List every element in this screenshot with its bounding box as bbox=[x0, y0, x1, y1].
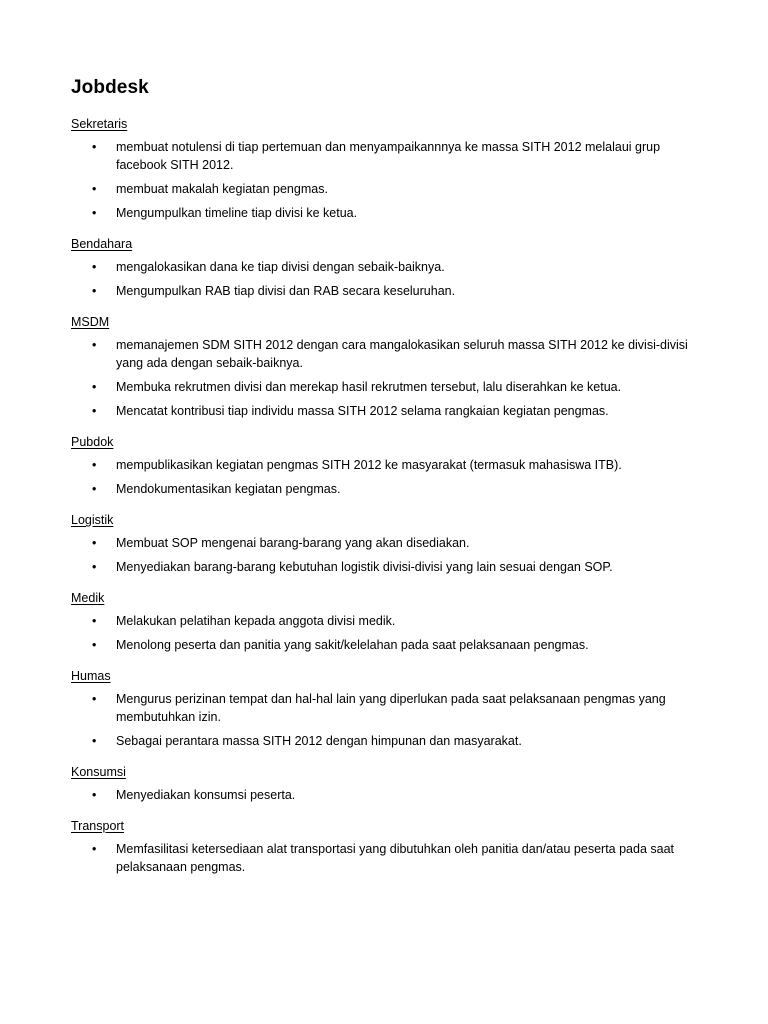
list-item-text: Menyediakan konsumsi peserta. bbox=[116, 788, 296, 802]
bullet-icon: • bbox=[92, 734, 97, 748]
list-item-text: memanajemen SDM SITH 2012 dengan cara mangalokasikan seluruh massa SITH 2012 ke divisi-divisi yang ada dengan sebaik-baiknya. bbox=[116, 338, 688, 370]
list-item-text: Mengumpulkan RAB tiap divisi dan RAB secara keseluruhan. bbox=[116, 284, 456, 298]
bullet-icon: • bbox=[92, 182, 97, 196]
list-item bbox=[71, 480, 701, 498]
section-heading: Konsumsi bbox=[71, 765, 126, 779]
section-logistik bbox=[71, 512, 701, 576]
list-item-text: Mencatat kontribusi tiap individu massa SITH 2012 selama rangkaian kegiatan pengmas. bbox=[116, 404, 609, 418]
list-item bbox=[71, 636, 701, 654]
list-item-text: membuat makalah kegiatan pengmas. bbox=[116, 182, 328, 196]
bullet-icon: • bbox=[92, 638, 97, 652]
document-page bbox=[71, 76, 701, 890]
bullet-list bbox=[71, 840, 701, 876]
section-konsumsi bbox=[71, 764, 701, 804]
section-sekretaris bbox=[71, 116, 701, 222]
section-heading: Transport bbox=[71, 819, 125, 833]
list-item-text: Sebagai perantara massa SITH 2012 dengan himpunan dan masyarakat. bbox=[116, 734, 522, 748]
bullet-icon: • bbox=[92, 788, 97, 802]
list-item-text: Membuka rekrutmen divisi dan merekap hasil rekrutmen tersebut, lalu diserahkan ke ketua. bbox=[116, 380, 622, 394]
bullet-icon: • bbox=[92, 284, 97, 298]
section-heading: Pubdok bbox=[71, 435, 114, 449]
section-heading: Logistik bbox=[71, 513, 114, 527]
list-item bbox=[71, 558, 701, 576]
bullet-icon: • bbox=[92, 206, 97, 220]
bullet-list bbox=[71, 690, 701, 750]
list-item-text: Menolong peserta dan panitia yang sakit/kelelahan pada saat pelaksanaan pengmas. bbox=[116, 638, 589, 652]
bullet-icon: • bbox=[92, 536, 97, 550]
section-pubdok bbox=[71, 434, 701, 498]
section-heading: Medik bbox=[71, 591, 105, 605]
list-item bbox=[71, 378, 701, 396]
bullet-icon: • bbox=[92, 338, 97, 352]
bullet-icon: • bbox=[92, 692, 97, 706]
section-transport bbox=[71, 818, 701, 876]
bullet-icon: • bbox=[92, 260, 97, 274]
bullet-list bbox=[71, 258, 701, 300]
list-item-text: membuat notulensi di tiap pertemuan dan menyampaikannnya ke massa SITH 2012 melalaui grup facebook SITH 2012. bbox=[116, 140, 661, 172]
bullet-icon: • bbox=[92, 404, 97, 418]
bullet-list bbox=[71, 456, 701, 498]
list-item-text: mengalokasikan dana ke tiap divisi dengan sebaik-baiknya. bbox=[116, 260, 445, 274]
page-title: Jobdesk bbox=[71, 77, 149, 98]
list-item-text: Membuat SOP mengenai barang-barang yang akan disediakan. bbox=[116, 536, 470, 550]
bullet-icon: • bbox=[92, 458, 97, 472]
list-item-text: Memfasilitasi ketersediaan alat transportasi yang dibutuhkan oleh panitia dan/atau peserta pada saat pelaksanaan pengmas. bbox=[116, 842, 674, 874]
list-item-text: Menyediakan barang-barang kebutuhan logistik divisi-divisi yang lain sesuai dengan SOP. bbox=[116, 560, 613, 574]
list-item bbox=[71, 840, 701, 876]
bullet-list bbox=[71, 786, 701, 804]
list-item bbox=[71, 138, 701, 174]
list-item bbox=[71, 732, 701, 750]
list-item bbox=[71, 786, 701, 804]
list-item bbox=[71, 402, 701, 420]
bullet-icon: • bbox=[92, 560, 97, 574]
section-bendahara bbox=[71, 236, 701, 300]
list-item bbox=[71, 282, 701, 300]
list-item bbox=[71, 336, 701, 372]
list-item-text: Mengurus perizinan tempat dan hal-hal lain yang diperlukan pada saat pelaksanaan pengmas yang membutuhkan izin. bbox=[116, 692, 666, 724]
bullet-list bbox=[71, 534, 701, 576]
bullet-icon: • bbox=[92, 842, 97, 856]
list-item bbox=[71, 534, 701, 552]
section-heading: Bendahara bbox=[71, 237, 133, 251]
list-item-text: Mengumpulkan timeline tiap divisi ke ketua. bbox=[116, 206, 358, 220]
section-medik bbox=[71, 590, 701, 654]
list-item bbox=[71, 180, 701, 198]
bullet-list bbox=[71, 612, 701, 654]
section-heading: MSDM bbox=[71, 315, 110, 329]
bullet-icon: • bbox=[92, 614, 97, 628]
bullet-list bbox=[71, 138, 701, 222]
bullet-icon: • bbox=[92, 380, 97, 394]
section-heading: Sekretaris bbox=[71, 117, 128, 131]
bullet-list bbox=[71, 336, 701, 420]
section-humas bbox=[71, 668, 701, 750]
list-item-text: Mendokumentasikan kegiatan pengmas. bbox=[116, 482, 341, 496]
section-heading: Humas bbox=[71, 669, 111, 683]
list-item bbox=[71, 456, 701, 474]
sections-container bbox=[71, 116, 701, 876]
section-msdm bbox=[71, 314, 701, 420]
bullet-icon: • bbox=[92, 140, 97, 154]
list-item-text: Melakukan pelatihan kepada anggota divisi medik. bbox=[116, 614, 396, 628]
list-item-text: mempublikasikan kegiatan pengmas SITH 2012 ke masyarakat (termasuk mahasiswa ITB). bbox=[116, 458, 622, 472]
bullet-icon: • bbox=[92, 482, 97, 496]
list-item bbox=[71, 204, 701, 222]
list-item bbox=[71, 258, 701, 276]
list-item bbox=[71, 612, 701, 630]
list-item bbox=[71, 690, 701, 726]
